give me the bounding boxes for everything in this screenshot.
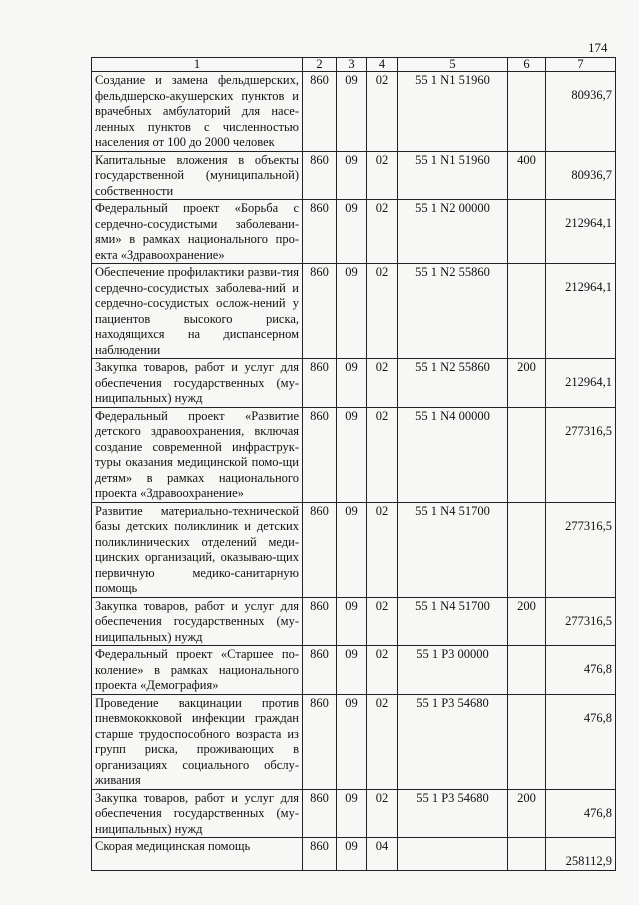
row-section-cell: 09	[337, 151, 367, 200]
row-expense-type-cell: 200	[508, 359, 546, 408]
row-expense-type-cell	[508, 646, 546, 695]
row-name-cell: Федеральный проект «Старшее по-коление» в рамках национального проекта «Демография»	[92, 646, 303, 695]
header-cell: 5	[398, 58, 508, 72]
row-expense-type-cell	[508, 407, 546, 502]
row-subsection-cell: 02	[367, 264, 398, 359]
row-name-cell: Проведение вакцинации против пневмококковой инфекции граждан старше трудоспособного возраста из групп риска, проживающих в организациях социального обслу-живания	[92, 694, 303, 789]
row-amount-cell: 80936,7	[546, 151, 616, 200]
header-cell: 3	[337, 58, 367, 72]
row-code-cell: 860	[303, 694, 337, 789]
row-section-cell: 09	[337, 200, 367, 264]
header-cell: 4	[367, 58, 398, 72]
table-row	[92, 502, 616, 597]
row-name-cell: Закупка товаров, работ и услуг для обеспечения государственных (му-ниципальных) нужд	[92, 789, 303, 838]
row-subsection-cell: 02	[367, 359, 398, 408]
row-code-cell: 860	[303, 264, 337, 359]
row-name-cell: Обеспечение профилактики разви-тия сердечно-сосудистых заболева-ний и сердечно-сосудистых ослож-нений у пациентов высокого риска, находящихся на диспансерном наблюдении	[92, 264, 303, 359]
row-section-cell: 09	[337, 359, 367, 408]
row-code-cell: 860	[303, 72, 337, 152]
table-row	[92, 789, 616, 838]
row-amount-cell: 212964,1	[546, 200, 616, 264]
header-cell: 2	[303, 58, 337, 72]
row-amount-cell: 277316,5	[546, 597, 616, 646]
row-amount-cell: 277316,5	[546, 502, 616, 597]
row-section-cell: 09	[337, 72, 367, 152]
row-code-cell: 860	[303, 200, 337, 264]
row-name-cell: Закупка товаров, работ и услуг для обеспечения государственных (му-ниципальных) нужд	[92, 597, 303, 646]
row-code-cell: 860	[303, 151, 337, 200]
table-row	[92, 200, 616, 264]
row-subsection-cell: 02	[367, 694, 398, 789]
row-subsection-cell: 02	[367, 200, 398, 264]
table-row	[92, 646, 616, 695]
budget-table	[91, 57, 616, 871]
row-amount-cell: 476,8	[546, 789, 616, 838]
row-target-cell: 55 1 N2 55860	[398, 359, 508, 408]
row-code-cell: 860	[303, 597, 337, 646]
row-subsection-cell: 02	[367, 502, 398, 597]
row-expense-type-cell: 400	[508, 151, 546, 200]
row-target-cell: 55 1 P3 54680	[398, 694, 508, 789]
row-section-cell: 09	[337, 502, 367, 597]
row-subsection-cell: 02	[367, 407, 398, 502]
row-code-cell: 860	[303, 502, 337, 597]
row-amount-cell: 258112,9	[546, 838, 616, 871]
row-expense-type-cell	[508, 694, 546, 789]
row-section-cell: 09	[337, 789, 367, 838]
row-amount-cell: 80936,7	[546, 72, 616, 152]
row-code-cell: 860	[303, 838, 337, 871]
row-subsection-cell: 02	[367, 646, 398, 695]
row-expense-type-cell	[508, 200, 546, 264]
header-cell: 1	[92, 58, 303, 72]
table-row	[92, 72, 616, 152]
row-name-cell: Федеральный проект «Развитие детского здравоохранения, включая создание современной инфраструк-туры оказания медицинской помо-щи детям» в рамках национального проекта «Здравоохранение»	[92, 407, 303, 502]
row-target-cell: 55 1 N4 00000	[398, 407, 508, 502]
row-expense-type-cell	[508, 838, 546, 871]
row-target-cell: 55 1 P3 54680	[398, 789, 508, 838]
table-row	[92, 151, 616, 200]
table-header-row	[92, 58, 616, 72]
row-subsection-cell: 04	[367, 838, 398, 871]
row-amount-cell: 476,8	[546, 646, 616, 695]
table-row	[92, 838, 616, 871]
row-section-cell: 09	[337, 597, 367, 646]
page-number: 174	[588, 40, 608, 55]
row-subsection-cell: 02	[367, 72, 398, 152]
row-name-cell: Развитие материально-технической базы детских поликлиник и детских поликлинических отделений меди-цинских организаций, оказываю-щих первичную медико-санитарную помощь	[92, 502, 303, 597]
header-cell: 7	[546, 58, 616, 72]
row-code-cell: 860	[303, 789, 337, 838]
row-section-cell: 09	[337, 646, 367, 695]
row-code-cell: 860	[303, 407, 337, 502]
row-target-cell: 55 1 N1 51960	[398, 72, 508, 152]
row-target-cell: 55 1 N4 51700	[398, 502, 508, 597]
row-name-cell: Скорая медицинская помощь	[92, 838, 303, 871]
row-amount-cell: 212964,1	[546, 264, 616, 359]
row-expense-type-cell	[508, 72, 546, 152]
row-target-cell: 55 1 N2 55860	[398, 264, 508, 359]
row-target-cell: 55 1 P3 00000	[398, 646, 508, 695]
row-target-cell: 55 1 N1 51960	[398, 151, 508, 200]
table-row	[92, 597, 616, 646]
row-amount-cell: 277316,5	[546, 407, 616, 502]
row-target-cell: 55 1 N4 51700	[398, 597, 508, 646]
row-target-cell: 55 1 N2 00000	[398, 200, 508, 264]
row-code-cell: 860	[303, 359, 337, 408]
table-row	[92, 359, 616, 408]
row-section-cell: 09	[337, 407, 367, 502]
row-code-cell: 860	[303, 646, 337, 695]
header-cell: 6	[508, 58, 546, 72]
table-row	[92, 407, 616, 502]
row-section-cell: 09	[337, 838, 367, 871]
table-row	[92, 264, 616, 359]
row-section-cell: 09	[337, 264, 367, 359]
row-name-cell: Федеральный проект «Борьба с сердечно-сосудистыми заболевани-ями» в рамках национального про-екта «Здравоохранение»	[92, 200, 303, 264]
row-name-cell: Создание и замена фельдшерских, фельдшерско-акушерских пунктов и врачебных амбулаторий для насе-ленных пунктов с численностью населения от 100 до 2000 человек	[92, 72, 303, 152]
row-amount-cell: 212964,1	[546, 359, 616, 408]
row-expense-type-cell	[508, 502, 546, 597]
row-subsection-cell: 02	[367, 151, 398, 200]
row-name-cell: Капитальные вложения в объекты государственной (муниципальной) собственности	[92, 151, 303, 200]
row-subsection-cell: 02	[367, 789, 398, 838]
row-target-cell	[398, 838, 508, 871]
row-name-cell: Закупка товаров, работ и услуг для обеспечения государственных (му-ниципальных) нужд	[92, 359, 303, 408]
row-expense-type-cell: 200	[508, 597, 546, 646]
row-expense-type-cell	[508, 264, 546, 359]
row-expense-type-cell: 200	[508, 789, 546, 838]
row-amount-cell: 476,8	[546, 694, 616, 789]
row-subsection-cell: 02	[367, 597, 398, 646]
table-row	[92, 694, 616, 789]
row-section-cell: 09	[337, 694, 367, 789]
